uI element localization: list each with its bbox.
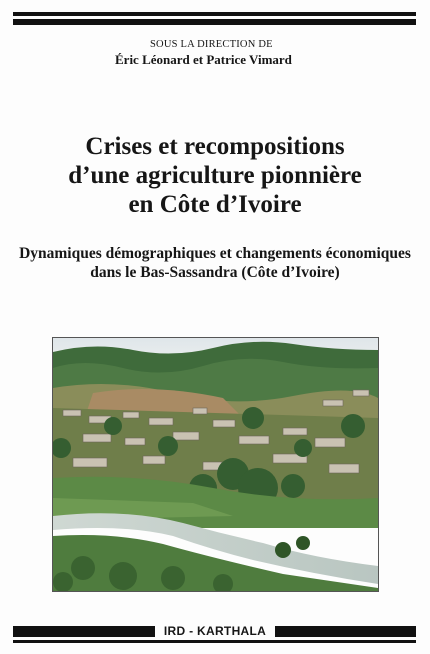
subtitle-line: Dynamiques démographiques et changements économiques <box>19 245 411 262</box>
landscape-photo-icon <box>53 338 378 591</box>
book-title <box>0 132 430 219</box>
title-line: en Côte d’Ivoire <box>128 191 302 218</box>
direction-label: SOUS LA DIRECTION DE <box>150 39 273 50</box>
subtitle-line: dans le Bas-Sassandra (Côte d’Ivoire) <box>90 264 340 281</box>
cover-photo-landscape <box>52 337 379 592</box>
publisher-label: IRD - KARTHALA <box>163 624 267 638</box>
book-subtitle <box>0 244 430 282</box>
bottom-rule-thin <box>13 640 416 643</box>
top-rule-thin <box>13 12 416 16</box>
title-line: d’une agriculture pionnière <box>68 162 362 189</box>
title-line: Crises et recompositions <box>85 133 345 160</box>
editors-names: Éric Léonard et Patrice Vimard <box>115 52 292 67</box>
top-rule-thick <box>13 19 416 25</box>
